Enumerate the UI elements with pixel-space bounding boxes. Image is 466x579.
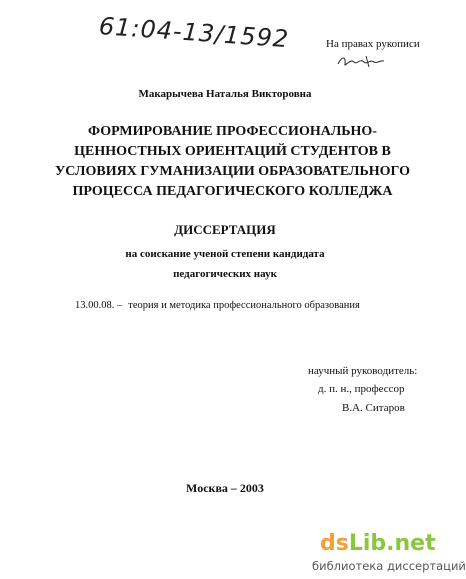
supervisor-degree: д. п. н., профессор [318,383,405,395]
dslib-logo [320,531,436,556]
title-line: ПРОЦЕССА ПЕДАГОГИЧЕСКОГО КОЛЛЕДЖА [72,184,393,199]
document-type: ДИССЕРТАЦИЯ [174,222,276,237]
watermark-subtitle: библиотека диссертаций [312,559,466,573]
dslib-watermark [312,531,466,577]
degree-line: педагогических наук [173,268,277,280]
handwritten-catalog-number [100,12,290,60]
degree-statement [0,244,450,284]
title-line: ФОРМИРОВАНИЕ ПРОФЕССИОНАЛЬНО- [88,124,377,139]
handwritten-number-text: 61:04-13/1592 [98,12,291,54]
title-line: УСЛОВИЯХ ГУМАНИЗАЦИИ ОБРАЗОВАТЕЛЬНОГО [55,164,410,179]
specialty-line [75,300,360,311]
degree-line: на соискание ученой степени кандидата [125,248,325,260]
dissertation-title [40,122,425,202]
specialty-name: теория и методика профессионального образования [128,300,360,311]
rights-notice: На правах рукописи [326,38,420,50]
handwritten-signature [336,52,386,70]
logo-ds: ds [320,531,349,556]
supervisor-name: В.А. Ситаров [342,402,405,414]
specialty-code: 13.00.08. – [75,300,123,311]
logo-lib: Lib.net [348,531,436,556]
place-and-year: Москва – 2003 [186,481,264,495]
title-line: ЦЕННОСТНЫХ ОРИЕНТАЦИЙ СТУДЕНТОВ В [74,144,391,159]
author-name: Макарычева Наталья Викторовна [138,88,312,100]
supervisor-label: научный руководитель: [308,365,418,377]
